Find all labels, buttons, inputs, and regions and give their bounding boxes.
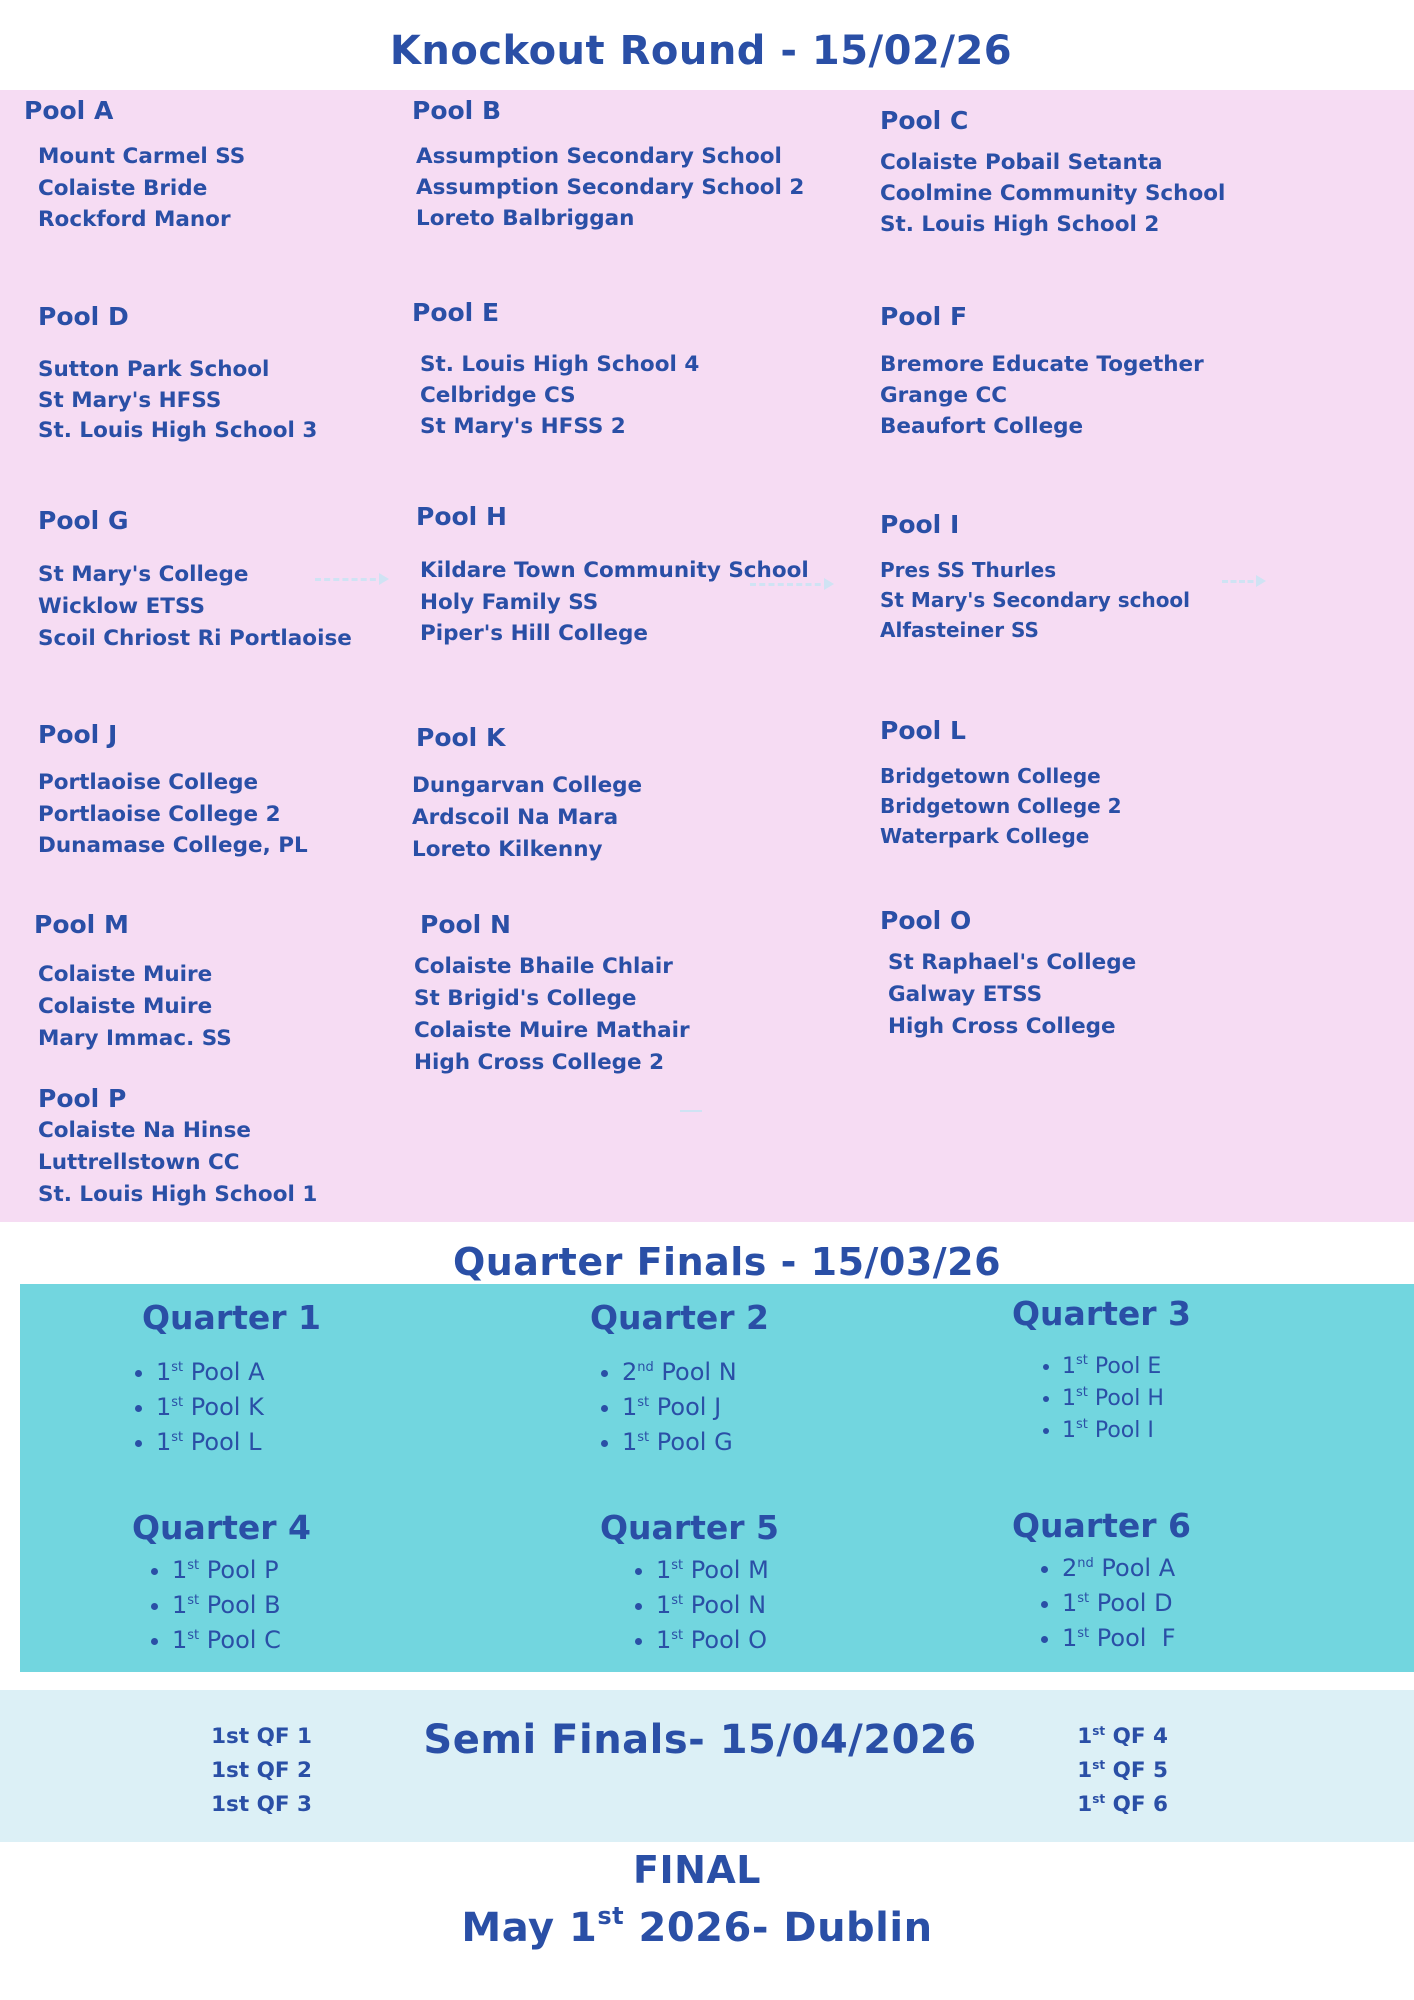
entry-pool: Pool G — [649, 1428, 733, 1456]
entry-rank-suffix: st — [171, 1395, 184, 1410]
semi-left-entry: 1st QF 2 — [211, 1758, 312, 1783]
entry-rank-suffix: nd — [637, 1360, 654, 1375]
team-name: Portlaoise College — [38, 770, 259, 795]
team-name: Assumption Secondary School — [416, 144, 782, 169]
team-name: Bridgetown College 2 — [880, 794, 1122, 818]
entry-pool: Pool B — [199, 1591, 281, 1619]
team-list — [880, 555, 1190, 645]
team-name: St. Louis High School 2 — [880, 212, 1160, 237]
pool-title: Pool A — [24, 96, 114, 125]
team-name: St. Louis High School 1 — [38, 1182, 318, 1207]
team-list — [880, 349, 1204, 442]
final-date-suffix: st — [597, 1902, 625, 1930]
entry-rank: 1 — [1062, 1418, 1076, 1443]
final-date-prefix: May 1 — [461, 1905, 598, 1951]
final-date-rest: 2026- Dublin — [624, 1905, 933, 1951]
team-name: Coolmine Community School — [880, 181, 1226, 206]
entry-pool: Pool O — [683, 1626, 767, 1654]
team-name: Mount Carmel SS — [38, 144, 246, 169]
pool-e — [412, 298, 699, 442]
quarter-3 — [1012, 1294, 1191, 1447]
team-name: Loreto Balbriggan — [416, 206, 635, 231]
team-name: St Mary's College — [38, 562, 249, 587]
quarter-entries — [590, 1355, 769, 1460]
team-name: St Brigid's College — [414, 986, 637, 1011]
team-name: Luttrellstown CC — [38, 1150, 240, 1175]
quarter-title: Quarter 3 — [1012, 1294, 1191, 1333]
pool-i — [880, 510, 1190, 645]
entry-rank: 1 — [1062, 1589, 1078, 1617]
quarter-entry — [1062, 1551, 1191, 1586]
quarter-entry — [172, 1623, 311, 1658]
entry-pool: Pool C — [199, 1626, 281, 1654]
team-list — [880, 147, 1225, 240]
team-name: Portlaoise College 2 — [38, 801, 281, 827]
semi-left-list — [210, 1720, 312, 1822]
quarter-entry — [1062, 1586, 1191, 1621]
quarter-entry — [1062, 1351, 1191, 1383]
team-name: Scoil Chriost Ri Portlaoise — [38, 626, 352, 651]
pool-l — [880, 716, 1122, 851]
pool-b — [412, 96, 804, 234]
arrow-icon — [750, 583, 830, 586]
team-name: Colaiste Pobail Setanta — [880, 150, 1163, 175]
pool-f — [880, 302, 1204, 442]
team-name: High Cross College 2 — [414, 1050, 665, 1075]
semi-right-entry — [1070, 1720, 1168, 1754]
pool-title: Pool J — [38, 720, 118, 749]
team-name: Colaiste Bhaile Chlair — [414, 954, 673, 979]
pool-title: Pool L — [880, 716, 966, 745]
pool-title: Pool C — [880, 106, 969, 135]
quarter-entries — [124, 1355, 321, 1460]
quarter-entry — [1062, 1621, 1191, 1656]
pool-title: Pool B — [412, 96, 502, 125]
pool-h — [416, 502, 809, 650]
entry-rank-suffix: st — [637, 1395, 650, 1410]
semi-rank-suffix: st — [1092, 1792, 1106, 1806]
entry-rank: 1 — [156, 1358, 172, 1386]
team-name: Waterpark College — [880, 824, 1090, 848]
pool-p — [38, 1084, 317, 1211]
pool-k — [412, 723, 643, 866]
quarter-entry — [1062, 1415, 1191, 1447]
pool-title: Pool K — [416, 723, 506, 752]
quarter-title: Quarter 4 — [132, 1508, 311, 1547]
quarter-entries — [1030, 1351, 1191, 1447]
entry-pool: Pool F — [1089, 1624, 1176, 1652]
entry-rank: 1 — [656, 1626, 672, 1654]
quarter-entry — [156, 1355, 321, 1390]
entry-pool: Pool N — [653, 1358, 737, 1386]
entry-pool: Pool H — [1087, 1386, 1164, 1411]
entry-rank-suffix: st — [1076, 1353, 1088, 1368]
pool-c — [880, 106, 1225, 240]
team-name: Bremore Educate Together — [880, 352, 1204, 377]
team-name: St. Louis High School 3 — [38, 418, 318, 443]
team-list — [38, 141, 245, 236]
arrow-icon — [315, 578, 385, 581]
entry-pool: Pool A — [1093, 1554, 1176, 1582]
team-name: St Mary's HFSS 2 — [420, 414, 626, 439]
quarter-finals-title: Quarter Finals - 15/03/26 — [452, 1240, 1002, 1284]
team-name: Rockford Manor — [38, 207, 231, 232]
pool-j — [38, 720, 308, 862]
semi-label: QF 6 — [1105, 1792, 1168, 1817]
entry-pool: Pool E — [1087, 1354, 1162, 1379]
team-name: Loreto Kilkenny — [412, 837, 603, 862]
pool-title: Pool D — [38, 302, 129, 331]
team-name: Piper's Hill College — [420, 621, 648, 646]
team-name: Assumption Secondary School 2 — [416, 175, 805, 200]
pool-title: Pool G — [38, 506, 129, 535]
team-name: Colaiste Muire — [38, 962, 213, 987]
entry-pool: Pool L — [183, 1428, 262, 1456]
entry-rank: 1 — [156, 1428, 172, 1456]
semi-left-entry: 1st QF 1 — [211, 1724, 312, 1749]
semi-rank-suffix: st — [1092, 1758, 1106, 1772]
entry-rank-suffix: st — [671, 1558, 684, 1573]
quarter-1 — [142, 1298, 321, 1460]
semi-right-entry — [1070, 1788, 1168, 1822]
team-name: Pres SS Thurles — [880, 558, 1057, 582]
semi-left-entry: 1st QF 3 — [211, 1792, 312, 1817]
entry-rank: 1 — [656, 1556, 672, 1584]
team-name: Alfasteiner SS — [880, 618, 1039, 642]
entry-rank-suffix: st — [1077, 1591, 1090, 1606]
entry-rank: 1 — [1062, 1624, 1078, 1652]
team-list — [414, 951, 690, 1079]
entry-rank-suffix: st — [637, 1430, 650, 1445]
team-name: Grange CC — [880, 383, 1008, 408]
entry-pool: Pool D — [1089, 1589, 1173, 1617]
team-name: Colaiste Muire Mathair — [414, 1018, 690, 1043]
quarter-entry — [622, 1390, 769, 1425]
quarter-2 — [590, 1298, 769, 1460]
pool-title: Pool F — [880, 302, 968, 331]
team-list — [38, 959, 232, 1055]
team-name: Sutton Park School — [38, 357, 270, 382]
entry-rank: 1 — [172, 1626, 188, 1654]
quarter-entry — [172, 1553, 311, 1588]
team-name: Colaiste Na Hinse — [38, 1118, 251, 1143]
entry-rank-suffix: st — [671, 1593, 684, 1608]
quarter-entries — [140, 1553, 311, 1658]
team-name: St Mary's HFSS — [38, 387, 222, 413]
quarter-entry — [622, 1355, 769, 1390]
pool-title: Pool E — [412, 298, 500, 327]
entry-rank-suffix: st — [187, 1628, 200, 1643]
entry-rank-suffix: st — [1077, 1626, 1090, 1641]
entry-rank: 2 — [622, 1358, 638, 1386]
quarter-entry — [156, 1390, 321, 1425]
quarter-entry — [656, 1553, 779, 1588]
knockout-title: Knockout Round - 15/02/26 — [389, 28, 1013, 74]
pool-title: Pool O — [880, 906, 972, 935]
pool-title: Pool H — [416, 502, 507, 531]
entry-rank: 1 — [1062, 1354, 1076, 1379]
entry-rank: 1 — [622, 1428, 638, 1456]
team-list — [38, 355, 317, 447]
team-list — [38, 1115, 317, 1211]
team-list — [38, 559, 352, 655]
semi-label: QF 5 — [1105, 1758, 1168, 1783]
team-name: Wicklow ETSS — [38, 594, 205, 619]
quarter-entry — [622, 1425, 769, 1460]
dash-mark — [680, 1110, 702, 1112]
semi-rank-suffix: st — [1092, 1724, 1106, 1738]
team-name: St. Louis High School 4 — [420, 352, 700, 377]
entry-rank-suffix: nd — [1077, 1556, 1094, 1571]
team-list — [416, 141, 804, 234]
entry-rank: 1 — [1062, 1386, 1076, 1411]
pool-o — [880, 906, 1136, 1043]
team-name: Dunamase College, PL — [38, 833, 308, 858]
entry-rank: 1 — [656, 1591, 672, 1619]
entry-pool: Pool P — [199, 1556, 279, 1584]
semi-right-entry — [1070, 1754, 1168, 1788]
quarter-6 — [1012, 1506, 1191, 1656]
quarter-entries — [624, 1553, 779, 1658]
entry-rank: 1 — [156, 1393, 172, 1421]
entry-rank: 1 — [172, 1556, 188, 1584]
quarter-entry — [656, 1588, 779, 1623]
team-name: High Cross College — [888, 1014, 1116, 1039]
team-name: Kildare Town Community School — [420, 558, 809, 583]
pool-title: Pool I — [880, 510, 960, 539]
quarter-title: Quarter 2 — [590, 1298, 769, 1337]
quarter-title: Quarter 1 — [142, 1298, 321, 1337]
semi-finals-title: Semi Finals- 15/04/2026 — [423, 1717, 977, 1763]
team-name: Colaiste Muire — [38, 994, 213, 1019]
team-name: St Mary's Secondary school — [880, 588, 1191, 612]
team-name: Beaufort College — [880, 414, 1084, 439]
quarter-entry — [1062, 1383, 1191, 1415]
entry-rank-suffix: st — [187, 1558, 200, 1573]
team-list — [880, 761, 1122, 851]
entry-pool: Pool M — [683, 1556, 769, 1584]
entry-rank-suffix: st — [671, 1628, 684, 1643]
team-name: Dungarvan College — [412, 773, 643, 798]
pool-title: Pool P — [38, 1084, 127, 1113]
quarter-entry — [656, 1623, 779, 1658]
team-name: Ardscoil Na Mara — [412, 805, 619, 830]
entry-rank-suffix: st — [187, 1593, 200, 1608]
entry-rank: 1 — [172, 1591, 188, 1619]
pool-title: Pool M — [34, 910, 129, 939]
pool-n — [414, 910, 690, 1079]
semi-right-list — [1070, 1720, 1168, 1822]
entry-rank: 2 — [1062, 1554, 1078, 1582]
team-name: Celbridge CS — [420, 383, 576, 408]
entry-pool: Pool J — [649, 1393, 722, 1421]
quarter-title: Quarter 5 — [600, 1508, 779, 1547]
semi-rank: 1 — [1077, 1724, 1093, 1749]
team-list — [420, 555, 809, 650]
quarter-4 — [132, 1508, 311, 1658]
entry-rank-suffix: st — [1076, 1385, 1088, 1400]
team-list — [412, 770, 642, 866]
semi-rank: 1 — [1077, 1792, 1093, 1817]
pool-a — [24, 96, 245, 236]
team-list — [420, 349, 699, 442]
entry-rank-suffix: st — [171, 1430, 184, 1445]
entry-pool: Pool I — [1087, 1418, 1154, 1443]
pool-d — [38, 302, 317, 447]
pool-title: Pool N — [420, 910, 511, 939]
entry-rank-suffix: st — [1076, 1417, 1088, 1432]
quarter-entry — [156, 1425, 321, 1460]
quarter-entries — [1030, 1551, 1191, 1656]
entry-pool: Pool K — [183, 1393, 264, 1421]
team-name: Mary Immac. SS — [38, 1026, 232, 1051]
quarter-5 — [600, 1508, 779, 1658]
team-name: Colaiste Bride — [38, 175, 208, 201]
team-name: Bridgetown College — [880, 764, 1101, 788]
final-date — [0, 1902, 1404, 1951]
arrow-icon — [1222, 580, 1262, 583]
semi-label: QF 4 — [1105, 1724, 1168, 1749]
quarter-entry — [172, 1588, 311, 1623]
team-name: Galway ETSS — [888, 982, 1043, 1007]
team-name: St Raphael's College — [888, 950, 1137, 975]
quarter-title: Quarter 6 — [1012, 1506, 1191, 1545]
final-title: FINAL — [632, 1848, 762, 1892]
semi-rank: 1 — [1077, 1758, 1093, 1783]
team-list — [888, 947, 1136, 1043]
team-list — [38, 767, 308, 862]
entry-rank-suffix: st — [171, 1360, 184, 1375]
team-name: Holy Family SS — [420, 589, 599, 615]
entry-rank: 1 — [622, 1393, 638, 1421]
pool-m — [34, 910, 232, 1055]
pool-g — [38, 506, 352, 655]
entry-pool: Pool A — [183, 1358, 265, 1386]
entry-pool: Pool N — [683, 1591, 767, 1619]
